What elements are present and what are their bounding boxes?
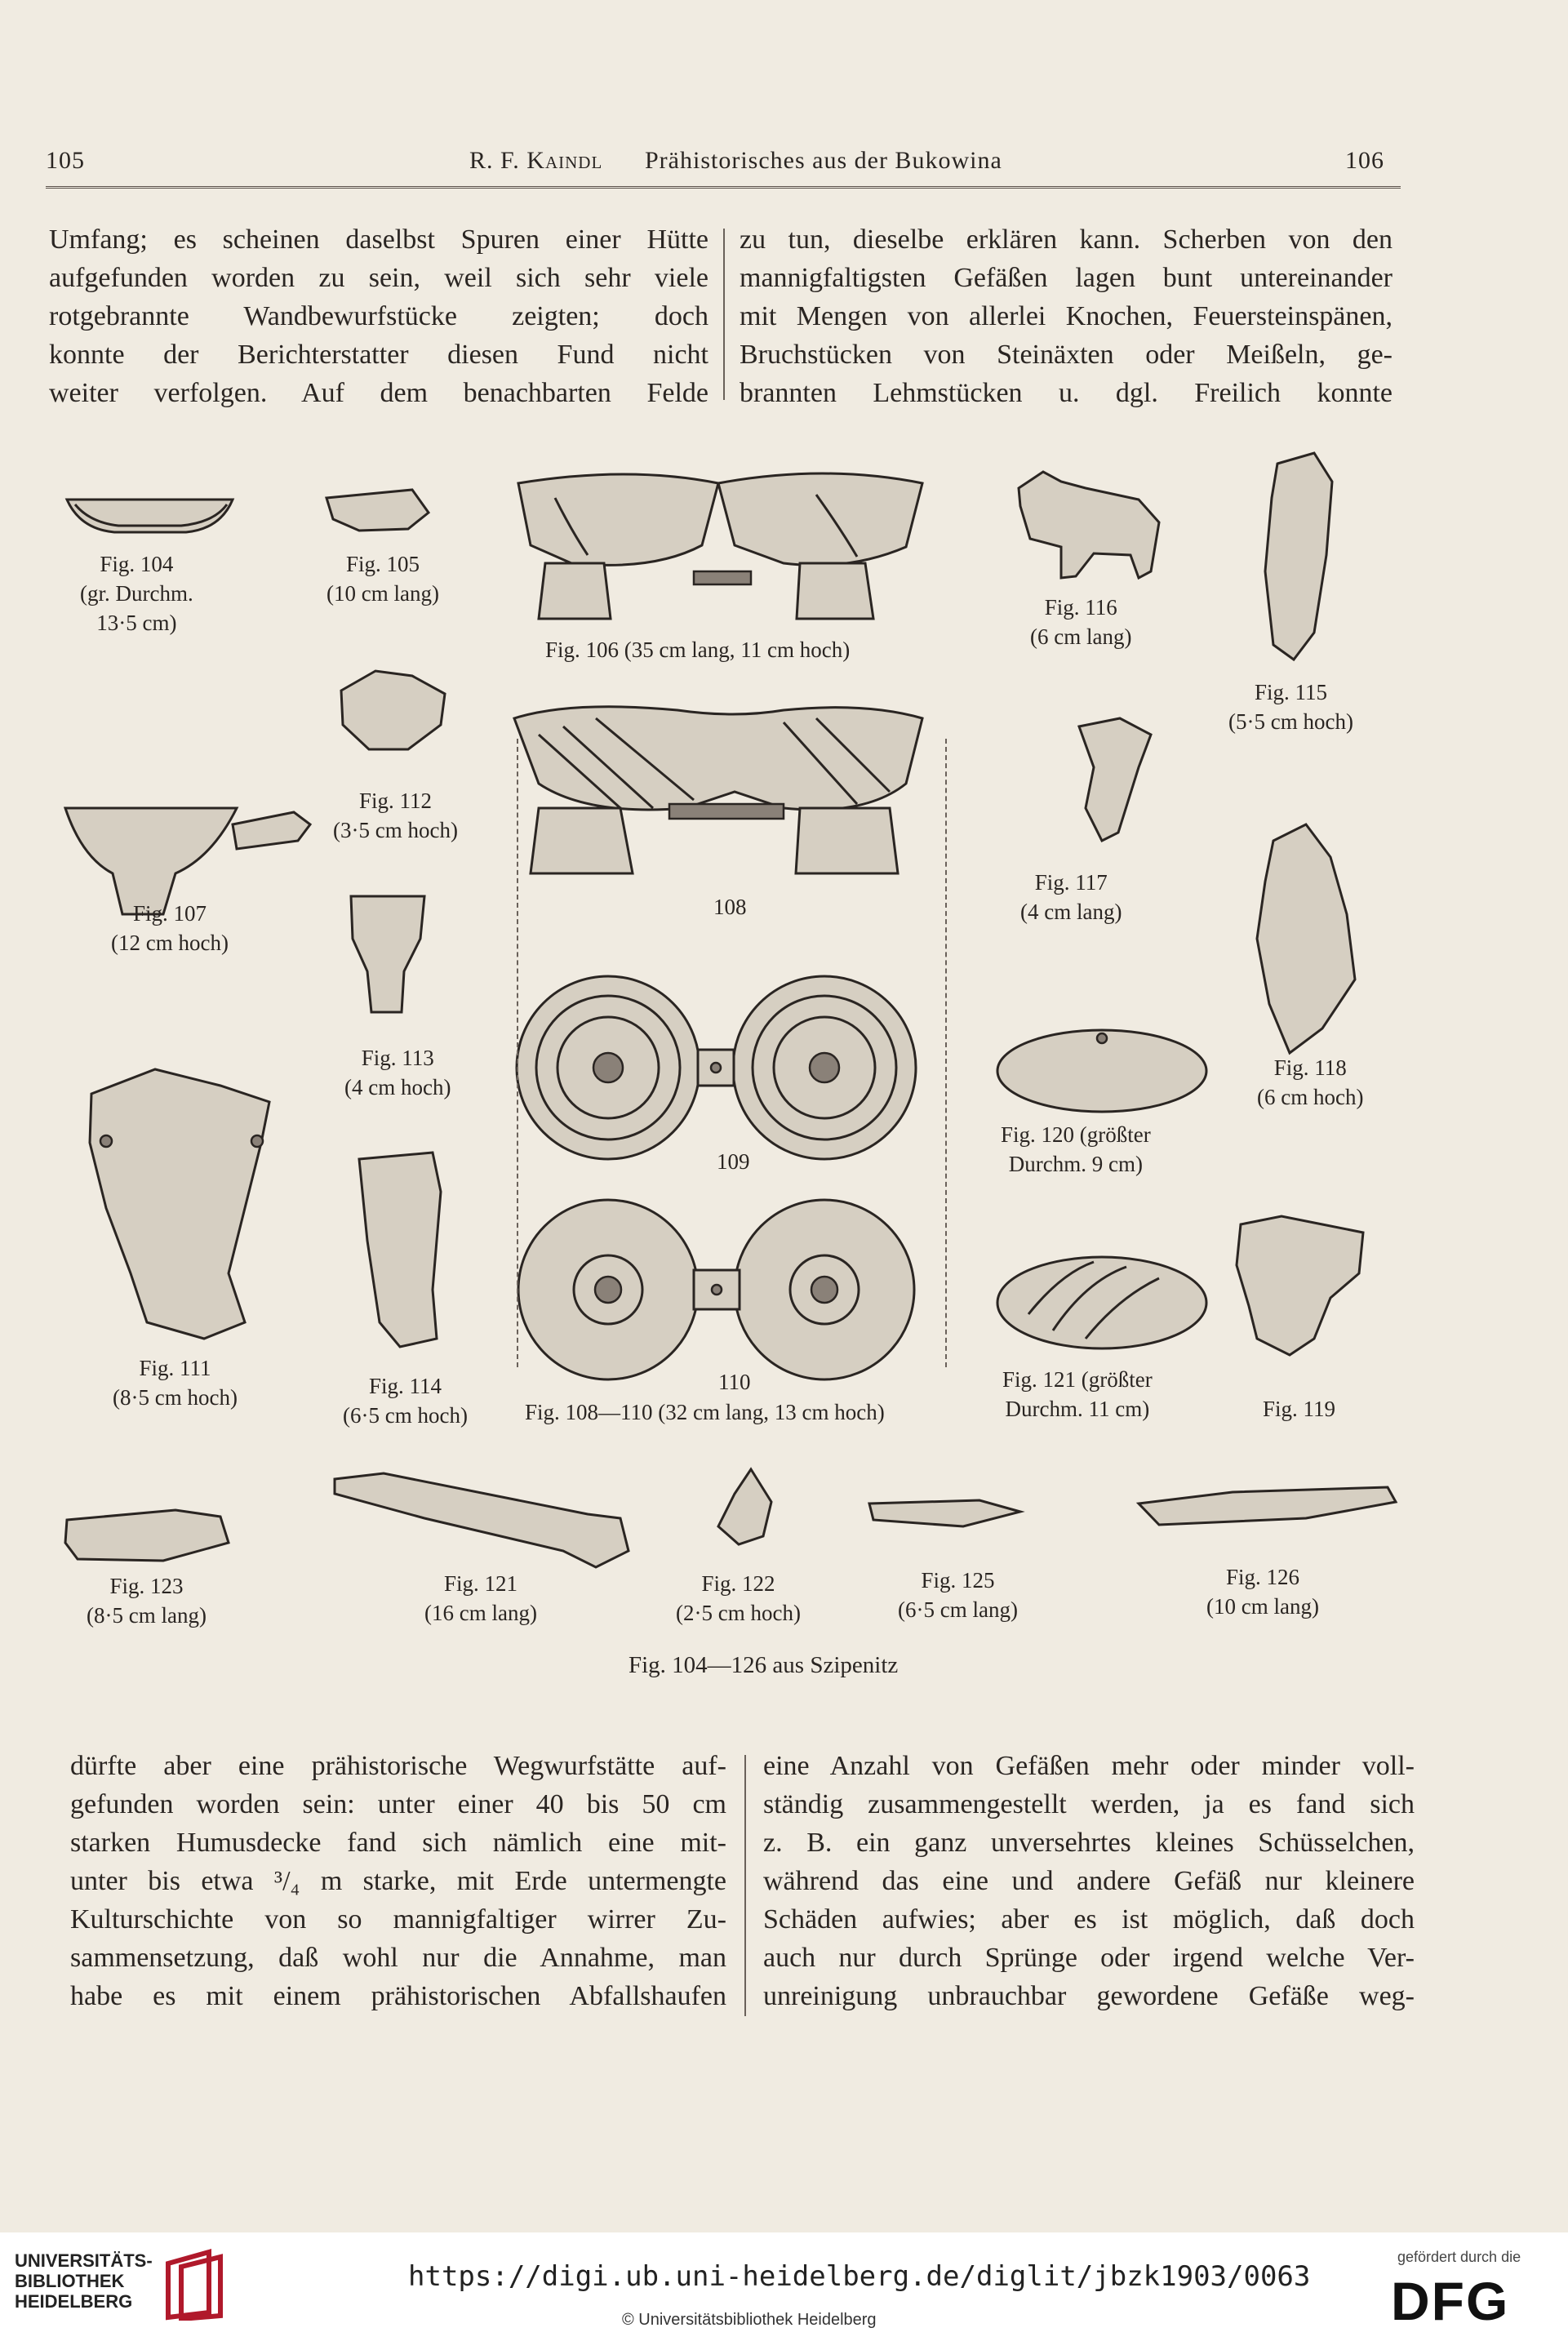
caption-fig-105: Fig. 105 (10 cm lang): [326, 552, 439, 606]
vessel-fragment-drawing-118: [1257, 824, 1355, 1053]
spiral-vessel-drawing-109: [517, 976, 916, 1159]
running-header-author: R. F. Kaindl: [469, 147, 603, 174]
fragment-drawing-112: [341, 671, 445, 749]
caption-fig-121b: Fig. 121 (16 cm lang): [424, 1571, 537, 1625]
blade-drawing-125: [869, 1500, 1020, 1526]
double-vessel-drawing-110: [518, 1200, 914, 1379]
text-line: habe es mit einem prähistorischen Abfallshaufen: [70, 1981, 726, 2011]
figurine-drawing-113: [351, 896, 424, 1012]
caption-fig-107: Fig. 107 (12 cm hoch): [111, 901, 229, 955]
dashed-divider: [517, 739, 518, 1367]
arrowhead-drawing-122: [718, 1469, 771, 1544]
library-logo-icon: [160, 2247, 229, 2321]
text-line: Umfang; es scheinen daselbst Spuren einer Hütte: [49, 224, 708, 255]
text-line: zu tun, dieselbe erklären kann. Scherben von den: [740, 224, 1393, 255]
caption-fig-108-110: Fig. 108—110 (32 cm lang, 13 cm hoch): [525, 1400, 885, 1424]
caption-fig-114: Fig. 114 (6·5 cm hoch): [343, 1374, 468, 1428]
figurine-drawing-111: [90, 1069, 269, 1339]
caption-fig-116: Fig. 116 (6 cm lang): [1030, 595, 1132, 649]
blade-drawing-126: [1139, 1487, 1396, 1525]
label-109: 109: [717, 1149, 750, 1174]
text-line: dürfte aber eine prähistorische Wegwurfstätte auf-: [70, 1751, 726, 1781]
text-line: eine Anzahl von Gefäßen mehr oder minder voll-: [763, 1751, 1415, 1781]
caption-fig-106: Fig. 106 (35 cm lang, 11 cm hoch): [545, 637, 851, 662]
double-vessel-drawing-108: [514, 707, 922, 873]
text-line: Bruchstücken von Steinäxten oder Meißeln, ge-: [740, 340, 1393, 370]
label-108: 108: [713, 895, 747, 919]
text-line: ständig zusammengestellt werden, ja es fand sich: [763, 1789, 1415, 1819]
caption-fig-113: Fig. 113 (4 cm hoch): [344, 1046, 451, 1099]
caption-fig-111: Fig. 111 (8·5 cm hoch): [113, 1356, 238, 1410]
caption-fig-115: Fig. 115 (5·5 cm hoch): [1228, 680, 1353, 734]
text-line: während das eine und andere Gefäß nur kleinere: [763, 1866, 1415, 1896]
fragment-drawing-115: [1265, 453, 1332, 660]
funded-by-text: gefördert durch die: [1397, 2249, 1521, 2265]
bowl-drawing-104: [67, 500, 233, 532]
dfg-logo: DFG: [1391, 2271, 1510, 2331]
text-line: mit Mengen von allerlei Knochen, Feuersteinspänen,: [740, 301, 1393, 331]
text-line: z. B. ein ganz unversehrtes kleines Schüsselchen,: [763, 1828, 1415, 1858]
text-line: sammensetzung, daß wohl nur die Annahme, man: [70, 1943, 726, 1973]
bone-drawing-114: [359, 1153, 441, 1347]
caption-fig-125: Fig. 125 (6·5 cm lang): [898, 1568, 1018, 1622]
viewer-footer: [0, 2232, 1568, 2350]
text-line: aufgefunden worden zu sein, weil sich sehr viele: [49, 263, 708, 293]
text-line: Schäden aufwies; aber es ist möglich, daß doch: [763, 1904, 1415, 1935]
sherd-drawing-105: [326, 490, 429, 531]
caption-fig-118: Fig. 118 (6 cm hoch): [1257, 1055, 1364, 1109]
dashed-divider: [945, 739, 947, 1367]
bottom-right-column: [763, 1747, 1415, 2015]
caption-fig-104: Fig. 104 (gr. Durchm. 13·5 cm): [80, 552, 193, 635]
animal-figurine-drawing-116: [1019, 472, 1159, 578]
double-vessel-drawing-106: [518, 473, 922, 619]
caption-fig-117: Fig. 117 (4 cm lang): [1020, 870, 1122, 924]
text-line: konnte der Berichterstatter diesen Fund nicht: [49, 340, 708, 370]
text-line: unreinigung unbrauchbar gewordene Gefäße weg-: [763, 1981, 1415, 2011]
caption-fig-123: Fig. 123 (8·5 cm lang): [87, 1574, 207, 1628]
text-line: starken Humusdecke fand sich nämlich eine mit-: [70, 1828, 726, 1858]
ribbed-stone-drawing-121: [997, 1257, 1206, 1348]
copyright-notice: © Universitätsbibliothek Heidelberg: [622, 2311, 877, 2329]
running-header-title: Prähistorisches aus der Bukowina: [645, 147, 1002, 174]
caption-fig-126: Fig. 126 (10 cm lang): [1206, 1565, 1319, 1619]
caption-fig-119: Fig. 119: [1263, 1397, 1336, 1421]
caption-fig-112: Fig. 112 (3·5 cm hoch): [333, 789, 458, 842]
tool-drawing-123: [65, 1510, 229, 1561]
animal-head-drawing-119: [1237, 1216, 1363, 1355]
caption-fig-121: Fig. 121 (größter Durchm. 11 cm): [1002, 1367, 1153, 1421]
text-line: weiter verfolgen. Auf dem benachbarten Felde: [49, 378, 708, 408]
plate-caption: Fig. 104—126 aus Szipenitz: [629, 1652, 899, 1678]
page-number-left: 105: [46, 147, 85, 174]
column-divider: [744, 1755, 746, 2016]
bone-tool-drawing-121b: [335, 1473, 629, 1567]
text-line: mannigfaltigsten Gefäßen lagen bunt untereinander: [740, 263, 1393, 293]
text-line: Kulturschichte von so mannigfaltiger wirrer Zu-: [70, 1904, 726, 1935]
text-line: rotgebrannte Wandbewurfstücke zeigten; doch: [49, 301, 708, 331]
label-110: 110: [718, 1370, 751, 1394]
text-line: auch nur durch Sprünge oder irgend welche Ver-: [763, 1943, 1415, 1973]
caption-fig-122: Fig. 122 (2·5 cm hoch): [676, 1571, 801, 1625]
library-name: UNIVERSITÄTS- BIBLIOTHEK HEIDELBERG: [15, 2250, 153, 2312]
caption-fig-120: Fig. 120 (größter Durchm. 9 cm): [1001, 1122, 1151, 1176]
permalink-url[interactable]: https://digi.ub.uni-heidelberg.de/diglit/jbzk1903/0063: [408, 2260, 1311, 2293]
page-number-right: 106: [1345, 147, 1384, 174]
text-line: gefunden worden sein: unter einer 40 bis 50 cm: [70, 1789, 726, 1819]
fragment-drawing-117: [1079, 718, 1151, 841]
text-line: unter bis etwa ³/₄ m starke, mit Erde untermengte: [70, 1866, 726, 1896]
text-line: brannten Lehmstücken u. dgl. Freilich konnte: [740, 378, 1393, 408]
bottom-left-column: [70, 1747, 726, 2015]
